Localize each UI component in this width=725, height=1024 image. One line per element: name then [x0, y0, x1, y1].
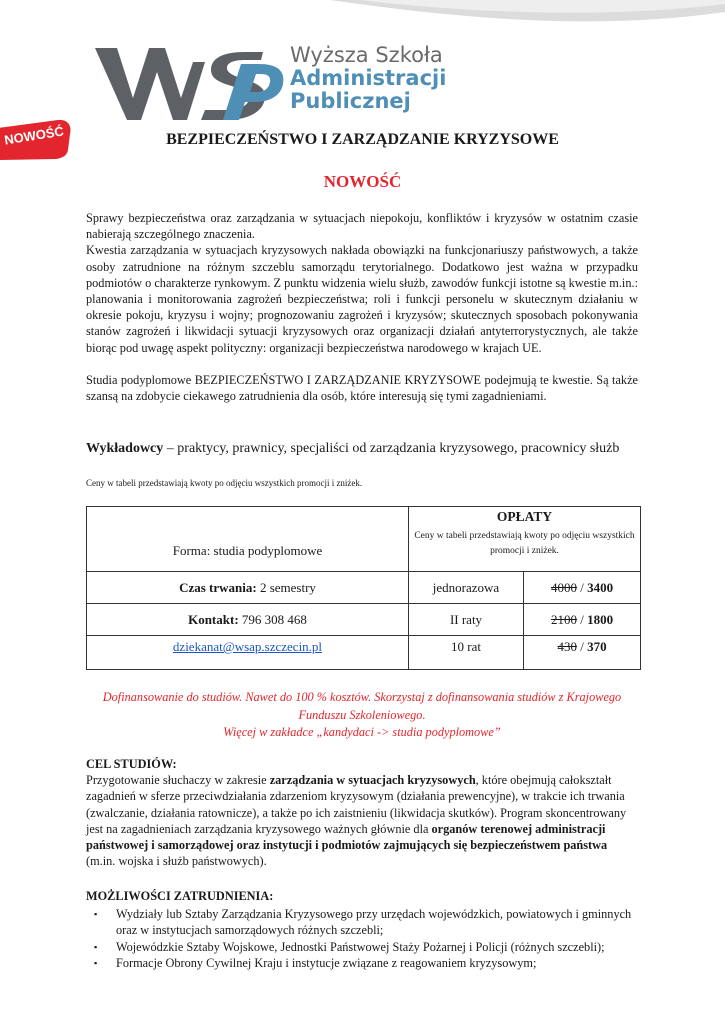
duration-cell — [87, 572, 409, 604]
lecturers-label: Wykładowcy — [86, 441, 164, 456]
list-item-text: Formacje Obrony Cywilnej Kraju i instytucje związane z reagowaniem kryzysowym; — [116, 955, 537, 970]
goal-text-part: , które obejmują całokształt zagadnień w sferze przeciwdziałania zdarzeniom kryzysowym (działania prewencyjne), w trakcie ich trwania (zwalczanie, działania ratownicze), a także po ich zaistnieniu (likwidacja skutków). Program skoncentrowany jest na zagadnieniach zarządzania kryzysowego ważnych głównie dla — [86, 773, 627, 836]
old-price: 4000 — [550, 579, 577, 595]
funding-line-2: Więcej w zakładce „kandydaci -> studia podyplomowe” — [223, 725, 501, 739]
fees-header-title: OPŁATY — [496, 509, 553, 524]
intro-paragraph-3: Studia podyplomowe BEZPIECZEŃSTWO I ZARZĄDZANIE KRYZYSOWE podejmują te kwestie. Są także szansą na zdobycie ciekawego zatrudnienia dla osób, które interesują się tymi zagadnieniami. — [86, 372, 638, 404]
contact-phone: 796 308 468 — [238, 611, 307, 627]
goal-text-part: Przygotowanie słuchaczy w zakresie — [86, 773, 270, 788]
payment-mode-cell: jednorazowa — [409, 572, 524, 604]
bullet-icon: ▪ — [94, 909, 98, 920]
duration-label: Czas trwania: — [179, 579, 257, 595]
price-cell — [524, 636, 641, 670]
table-row — [87, 636, 641, 670]
intro-text — [86, 210, 638, 404]
price-separator: / — [576, 579, 588, 595]
goal-text — [86, 772, 638, 869]
fees-header-row — [87, 507, 641, 572]
fees-header-note: Ceny w tabeli przedstawiają kwoty po odjęciu wszystkich promocji i zniżek. — [414, 531, 635, 556]
price-cell — [524, 572, 641, 604]
old-price: 430 — [557, 639, 577, 654]
new-price: 1800 — [587, 611, 614, 627]
old-price: 2100 — [550, 611, 577, 627]
bullet-icon: ▪ — [94, 957, 98, 968]
price-separator: / — [576, 611, 588, 627]
list-item — [86, 939, 638, 955]
goal-text-bold: zarządzania w sytuacjach kryzysowych — [269, 773, 476, 788]
email-cell — [87, 636, 409, 670]
duration-value: 2 semestry — [256, 579, 316, 595]
page-title: BEZPIECZEŃSTWO I ZARZĄDZANIE KRYZYSOWE — [166, 131, 559, 148]
list-item-text: Wydziały lub Sztaby Zarządzania Kryzysowego przy urzędach wojewódzkich, powiatowych i gminnych oraz w instytucjach samorządowych różnych szczebli; — [116, 907, 632, 938]
funding-note — [86, 689, 638, 742]
employment-title: MOŻLIWOŚCI ZATRUDNIENIA: — [86, 889, 274, 903]
list-item — [86, 906, 638, 938]
email-link[interactable]: dziekanat@wsap.szczecin.pl — [172, 639, 323, 654]
form-cell: Forma: studia podyplomowe — [87, 507, 409, 572]
price-cell — [524, 604, 641, 636]
payment-mode-cell: II raty — [409, 604, 524, 636]
price-note: Ceny w tabeli przedstawiają kwoty po odjęciu wszystkich promocji i zniżek. — [86, 478, 363, 488]
fees-header-cell — [409, 507, 641, 572]
payment-mode-cell: 10 rat — [409, 636, 524, 670]
new-price: 3400 — [587, 579, 614, 595]
list-item-text: Wojewódzkie Sztaby Wojskowe, Jednostki Państwowej Staży Pożarnej i Policji (różnych szczebli); — [116, 939, 605, 954]
logo-line-2: Administracji — [290, 66, 447, 90]
bullet-icon: ▪ — [94, 941, 98, 952]
intro-paragraph-1: Sprawy bezpieczeństwa oraz zarządzania w sytuacjach niepokoju, konfliktów i kryzysów w ostatnim czasie nabierają szczególnego znaczenia. — [86, 211, 638, 242]
new-ribbon-label: NOWOŚĆ — [3, 123, 65, 148]
fees-table — [86, 506, 641, 670]
employment-list — [86, 906, 638, 971]
contact-cell — [87, 604, 409, 636]
goal-text-bold: organów terenowej administracji państwowej i samorządowej oraz instytucji i podmiotów zajmujących się bezpieczeństwem państwa — [86, 821, 608, 853]
list-item — [86, 955, 638, 971]
wsap-logo-mark — [95, 44, 285, 124]
logo-line-1: Wyższa Szkoła — [290, 43, 443, 67]
lecturers-text: – praktycy, prawnicy, specjaliści od zarządzania kryzysowego, pracownicy służb — [163, 441, 620, 456]
goal-section — [86, 756, 638, 869]
contact-label: Kontakt: — [188, 611, 239, 627]
page-subtitle: NOWOŚĆ — [323, 172, 402, 191]
logo-text — [290, 44, 446, 113]
goal-title: CEL STUDIÓW: — [86, 757, 177, 771]
employment-section — [86, 888, 638, 971]
goal-text-part: (m.in. wojska i służb państwowych). — [86, 854, 267, 869]
new-price: 370 — [587, 639, 607, 654]
intro-paragraph-2: Kwestia zarządzania w sytuacjach kryzysowych nakłada obowiązki na funkcjonariuszy państwowych, a także osoby zatrudnione na różnym szczeblu samorządu terytorialnego. Dodatkowo jest ważna w przypadku podmiotów o charakterze rynkowym. Z punktu widzenia wielu służb, zawodów funkcji istotne są kwestie m.in.: planowania i monitorowania zagrożeń bezpieczeństwa; roli i funkcji personelu w skutecznym działaniu w okresie pokoju, kryzysu i wojny; prognozowaniu zagrożeń i kryzysów; skutecznych sposobach pokonywania stanów zagrożeń i likwidacji sytuacji kryzysowych oraz organizacji działań antyterrorystycznych, ale także biorąc pod uwagę aspekt polityczny: organizacji bezpieczeństwa narodowego w krajach UE. — [86, 243, 638, 355]
lecturers-paragraph — [86, 440, 638, 457]
logo-line-3: Publicznej — [290, 89, 411, 113]
price-separator: / — [576, 639, 588, 654]
table-row — [87, 572, 641, 604]
funding-line-1: Dofinansowanie do studiów. Nawet do 100 % kosztów. Skorzystaj z dofinansowania studiów z Krajowego Funduszu Szkoleniowego. — [102, 690, 622, 722]
table-row — [87, 604, 641, 636]
